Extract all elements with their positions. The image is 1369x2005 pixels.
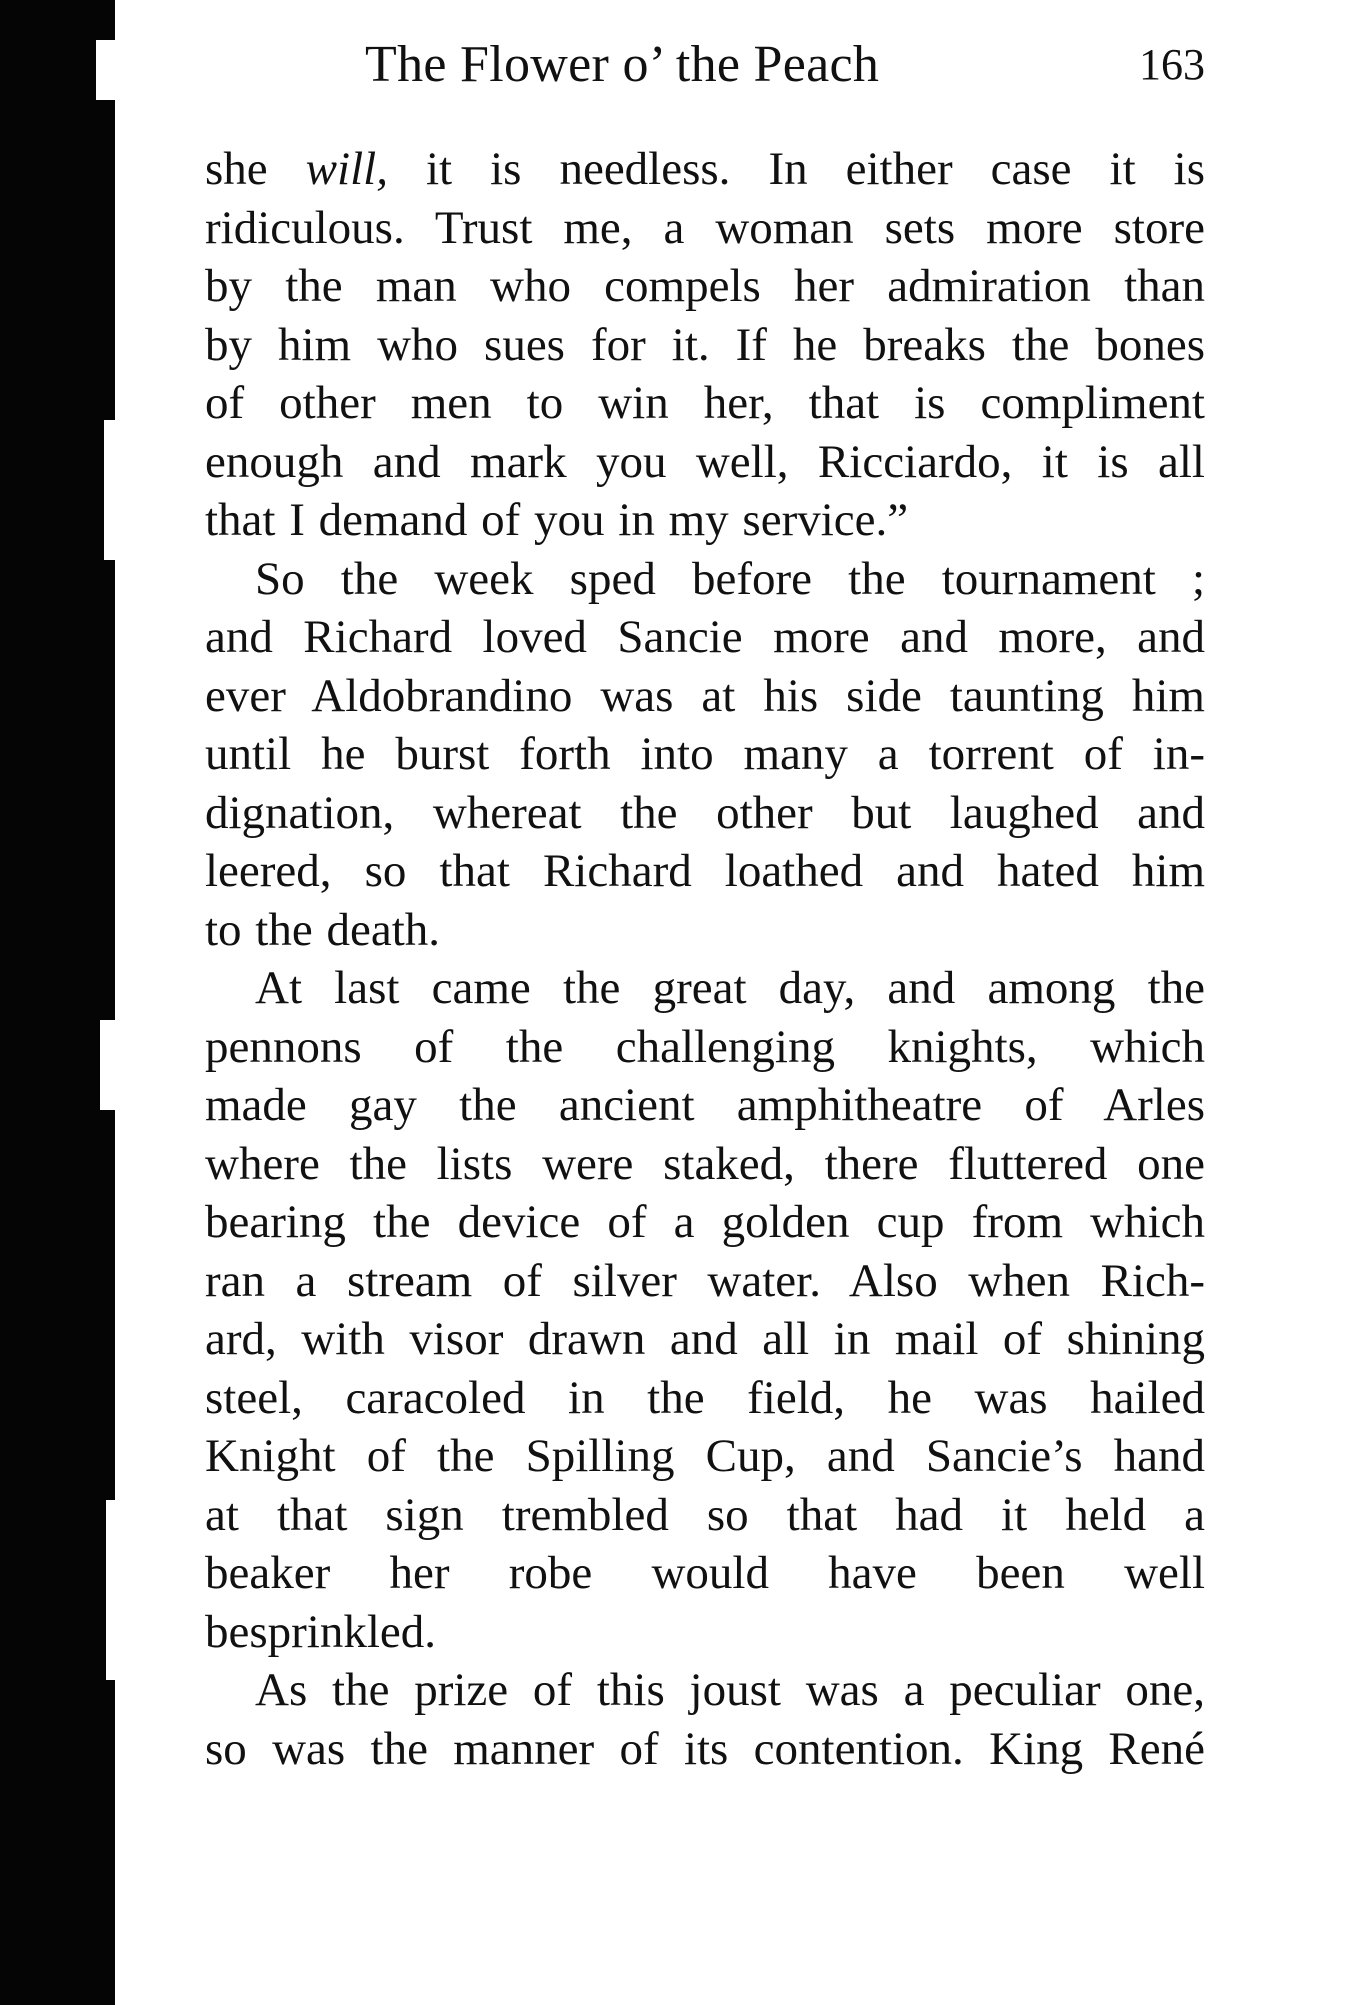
paragraph-first-line: So the week sped before the tournament ; — [255, 552, 1205, 605]
body-text — [205, 140, 1205, 1778]
text-line: bearing the device of a golden cup from which — [205, 1196, 1205, 1248]
text-line: by him who sues for it. If he breaks the bones — [205, 318, 1205, 371]
text-line: that I demand of you in my service.” — [205, 494, 909, 546]
spine-edge-notch — [100, 1020, 115, 1110]
text-line: of other men to win her, that is compliment — [205, 377, 1205, 429]
page-number: 163 — [1139, 40, 1205, 89]
spine-edge-notch — [96, 40, 115, 100]
text-line: dignation, whereat the other but laughed and — [205, 786, 1205, 839]
running-title: The Flower o’ the Peach — [365, 36, 880, 93]
text-line: ran a stream of silver water. Also when Rich- — [205, 1254, 1205, 1307]
text-line: to the death. — [205, 903, 441, 956]
spine-edge-notch — [104, 420, 115, 560]
emphasis-will: will, — [305, 143, 388, 195]
text-line: Knight of the Spilling Cup, and Sancie’s hand — [205, 1430, 1205, 1482]
text-line: leered, so that Richard loathed and hated him — [205, 845, 1205, 897]
text-line: where the lists were staked, there fluttered one — [205, 1137, 1205, 1190]
page-header — [205, 30, 1205, 100]
text-line: at that sign trembled so that had it held a — [205, 1488, 1205, 1541]
text-line: steel, caracoled in the field, he was hailed — [205, 1371, 1205, 1424]
text-line: she will, it is needless. In either case it is — [205, 143, 1205, 195]
text-line: until he burst forth into many a torrent of in- — [205, 728, 1205, 780]
paragraph-first-line: At last came the great day, and among the — [255, 962, 1205, 1014]
text-line: ridiculous. Trust me, a woman sets more store — [205, 201, 1205, 254]
text-line: and Richard loved Sancie more and more, and — [205, 611, 1205, 663]
text-line: enough and mark you well, Ricciardo, it is all — [205, 435, 1205, 488]
text-line: besprinkled. — [205, 1605, 437, 1658]
spine-edge-notch — [106, 1500, 115, 1680]
text-line: by the man who compels her admiration than — [205, 260, 1205, 312]
text-line: ard, with visor drawn and all in mail of shining — [205, 1313, 1205, 1365]
text-line: beaker her robe would have been well — [205, 1547, 1205, 1599]
scan-spine-shadow — [0, 0, 115, 2005]
text-line: so was the manner of its contention. King René — [205, 1722, 1205, 1775]
text-line: ever Aldobrandino was at his side taunting him — [205, 669, 1205, 722]
text-line: made gay the ancient amphitheatre of Arles — [205, 1079, 1205, 1131]
paragraph-first-line: As the prize of this joust was a peculiar one, — [255, 1664, 1205, 1716]
text-line: pennons of the challenging knights, which — [205, 1020, 1205, 1073]
